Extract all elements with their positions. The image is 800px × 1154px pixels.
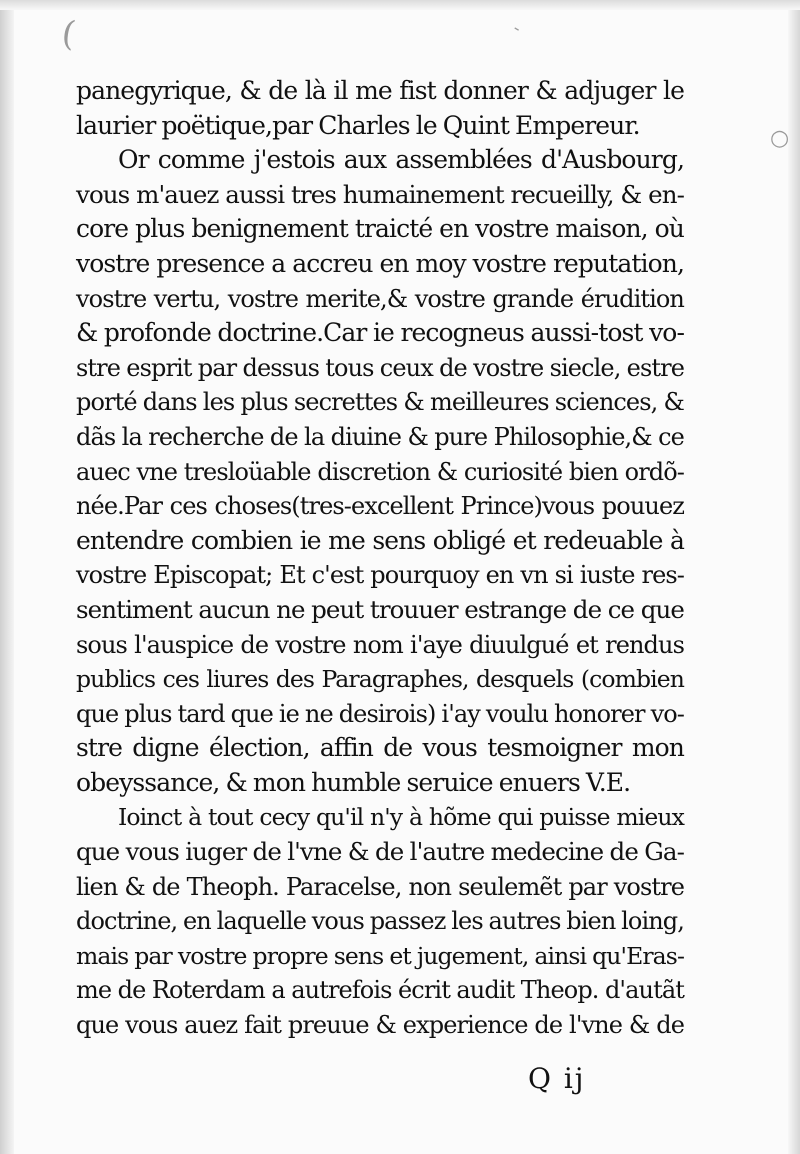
catchword-signature: Q ij	[528, 1062, 586, 1095]
text-line: Or comme j'estois aux assemblées d'Ausbourg,	[118, 145, 684, 175]
text-line: obeyssance, & mon humble seruice enuers V.E.	[76, 767, 631, 797]
text-line: doctrine, en laquelle vous passez les autres bien loing,	[76, 907, 684, 936]
text-line: dãs la recherche de la diuine & pure Philosophie,& ce	[76, 422, 684, 451]
text-line: porté dans les plus secrettes & meilleures sciences, &	[76, 388, 684, 417]
text-line: core plus benignement traicté en vostre maison, où	[76, 214, 684, 244]
text-line: vous m'auez aussi tres humainement recueilly, & en-	[76, 179, 684, 209]
text-line: publics ces liures des Paragraphes, desquels (combien	[76, 665, 684, 694]
text-line: vostre Episcopat; Et c'est pourquoy en vn si iuste res-	[76, 561, 684, 590]
text-line: lien & de Theoph. Paracelse, non seulemẽt par vostre	[76, 872, 684, 901]
text-line: sous l'auspice de vostre nom i'aye diuulgué et rendus	[76, 630, 684, 659]
ink-mark-icon: (	[59, 13, 78, 55]
ink-mark-icon: ○	[770, 126, 790, 151]
text-line: sentiment aucun ne peut trouuer estrange de ce que	[76, 594, 684, 624]
text-line: mais par vostre propre sens et jugement, ainsi qu'Eras-	[76, 941, 684, 970]
page-edge-right	[788, 0, 800, 1154]
page-edge-top	[0, 0, 800, 10]
text-line: vostre vertu, vostre merite,& vostre grande érudition	[76, 284, 684, 313]
text-line: vostre presence a accreu en moy vostre reputation,	[76, 248, 684, 278]
text-line: me de Roterdam a autrefois écrit audit Theop. d'autãt	[76, 976, 684, 1005]
text-line: auec vne tresloüable discretion & curiosité bien ordõ-	[76, 457, 684, 486]
text-line: laurier poëtique,par Charles le Quint Empereur.	[76, 110, 640, 140]
text-line: stre esprit par dessus tous ceux de vostre siecle, estre	[76, 353, 684, 382]
text-line: que vous iuger de l'vne & de l'autre medecine de Ga-	[76, 837, 684, 867]
text-line: & profonde doctrine.Car ie recogneus aussi-tost vo-	[76, 318, 684, 348]
text-line: née.Par ces choses(tres-excellent Prince)vous pouuez	[76, 492, 684, 521]
page-edge-left	[0, 0, 14, 1154]
body-text	[76, 74, 684, 1043]
text-line: panegyrique, & de là il me fist donner & adjuger le	[76, 76, 684, 105]
text-line: Ioinct à tout cecy qu'il n'y à hõme qui puisse mieux	[118, 803, 684, 832]
text-line: que vous auez fait preuue & experience de l'vne & de	[76, 1011, 684, 1040]
text-line: que plus tard que ie ne desirois) i'ay voulu honorer vo-	[76, 699, 684, 728]
text-line: stre digne élection, affin de vous tesmoigner mon	[76, 733, 684, 763]
ink-mark-icon: -	[509, 17, 525, 40]
text-line: entendre combien ie me sens obligé et redeuable à	[76, 525, 684, 555]
